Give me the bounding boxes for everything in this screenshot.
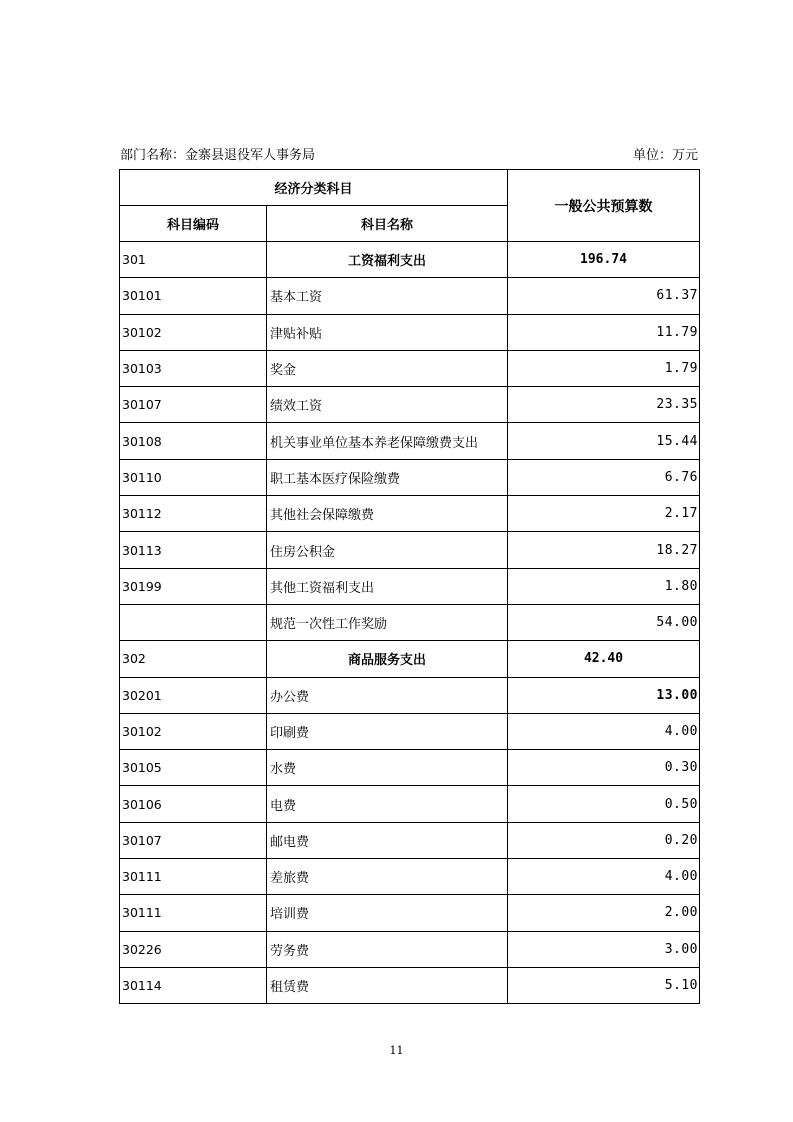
subject-name-cell: 其他社会保障缴费 [267, 496, 508, 532]
amount-cell: 2.00 [508, 895, 700, 931]
amount-cell: 3.00 [508, 931, 700, 967]
subject-name-cell: 办公费 [267, 677, 508, 713]
subject-code-cell: 302 [120, 641, 267, 677]
subject-code-cell: 30105 [120, 750, 267, 786]
budget-table [119, 169, 700, 1004]
unit-label: 单位：万元 [632, 148, 698, 163]
subject-name-header: 科目名称 [267, 206, 508, 242]
table-row [120, 532, 700, 568]
table-row [120, 713, 700, 749]
amount-cell: 1.79 [508, 350, 700, 386]
amount-cell: 11.79 [508, 314, 700, 350]
subject-code-cell: 30114 [120, 967, 267, 1003]
subject-name-cell: 商品服务支出 [267, 641, 508, 677]
table-row [120, 568, 700, 604]
subject-code-cell: 30110 [120, 459, 267, 495]
subject-name-cell: 电费 [267, 786, 508, 822]
subject-code-cell: 30102 [120, 314, 267, 350]
subject-name-cell: 工资福利支出 [267, 242, 508, 278]
table-row [120, 387, 700, 423]
table-row [120, 314, 700, 350]
subject-code-cell: 30103 [120, 350, 267, 386]
table-row [120, 822, 700, 858]
table-row [120, 786, 700, 822]
department-label: 部门名称：金寨县退役军人事务局 [120, 148, 316, 163]
subject-code-cell: 30112 [120, 496, 267, 532]
amount-cell: 6.76 [508, 459, 700, 495]
amount-cell: 2.17 [508, 496, 700, 532]
table-row [120, 459, 700, 495]
subject-name-cell: 邮电费 [267, 822, 508, 858]
amount-cell: 42.40 [508, 641, 700, 677]
subject-name-cell: 职工基本医疗保险缴费 [267, 459, 508, 495]
subject-name-cell: 机关事业单位基本养老保障缴费支出 [267, 423, 508, 459]
table-row [120, 859, 700, 895]
subject-name-cell: 水费 [267, 750, 508, 786]
table-row [120, 750, 700, 786]
table-row [120, 895, 700, 931]
category-row [120, 641, 700, 677]
subject-code-cell: 30226 [120, 931, 267, 967]
amount-cell: 196.74 [508, 242, 700, 278]
amount-cell: 4.00 [508, 713, 700, 749]
subject-name-cell: 印刷费 [267, 713, 508, 749]
subject-name-cell: 奖金 [267, 350, 508, 386]
subject-name-cell: 基本工资 [267, 278, 508, 314]
table-row [120, 423, 700, 459]
subject-code-cell: 30107 [120, 822, 267, 858]
table-row [120, 496, 700, 532]
amount-cell: 0.30 [508, 750, 700, 786]
subject-name-cell: 住房公积金 [267, 532, 508, 568]
amount-cell: 5.10 [508, 967, 700, 1003]
table-row [120, 604, 700, 640]
amount-cell: 4.00 [508, 859, 700, 895]
amount-cell: 61.37 [508, 278, 700, 314]
amount-cell: 0.20 [508, 822, 700, 858]
subject-name-cell: 其他工资福利支出 [267, 568, 508, 604]
subject-code-cell: 301 [120, 242, 267, 278]
subject-name-cell: 差旅费 [267, 859, 508, 895]
amount-cell: 54.00 [508, 604, 700, 640]
subject-code-cell [120, 604, 267, 640]
category-row [120, 242, 700, 278]
amount-cell: 0.50 [508, 786, 700, 822]
subject-name-cell: 劳务费 [267, 931, 508, 967]
subject-name-cell: 租赁费 [267, 967, 508, 1003]
subject-code-cell: 30101 [120, 278, 267, 314]
economic-classification-header: 经济分类科目 [120, 170, 508, 206]
subject-name-cell: 绩效工资 [267, 387, 508, 423]
subject-code-cell: 30111 [120, 895, 267, 931]
subject-code-cell: 30102 [120, 713, 267, 749]
subject-name-cell: 培训费 [267, 895, 508, 931]
amount-cell: 23.35 [508, 387, 700, 423]
subject-name-cell: 规范一次性工作奖励 [267, 604, 508, 640]
subject-code-cell: 30201 [120, 677, 267, 713]
general-budget-header: 一般公共预算数 [508, 170, 700, 242]
amount-cell: 1.80 [508, 568, 700, 604]
subject-code-cell: 30106 [120, 786, 267, 822]
page-number: 11 [389, 1044, 404, 1057]
table-row [120, 350, 700, 386]
table-row [120, 931, 700, 967]
table-row [120, 677, 700, 713]
subject-code-cell: 30113 [120, 532, 267, 568]
subject-code-header: 科目编码 [120, 206, 267, 242]
subject-code-cell: 30111 [120, 859, 267, 895]
subject-code-cell: 30108 [120, 423, 267, 459]
subject-code-cell: 30199 [120, 568, 267, 604]
table-row [120, 278, 700, 314]
subject-code-cell: 30107 [120, 387, 267, 423]
table-row [120, 967, 700, 1003]
amount-cell: 18.27 [508, 532, 700, 568]
amount-cell: 15.44 [508, 423, 700, 459]
subject-name-cell: 津贴补贴 [267, 314, 508, 350]
amount-cell: 13.00 [508, 677, 700, 713]
